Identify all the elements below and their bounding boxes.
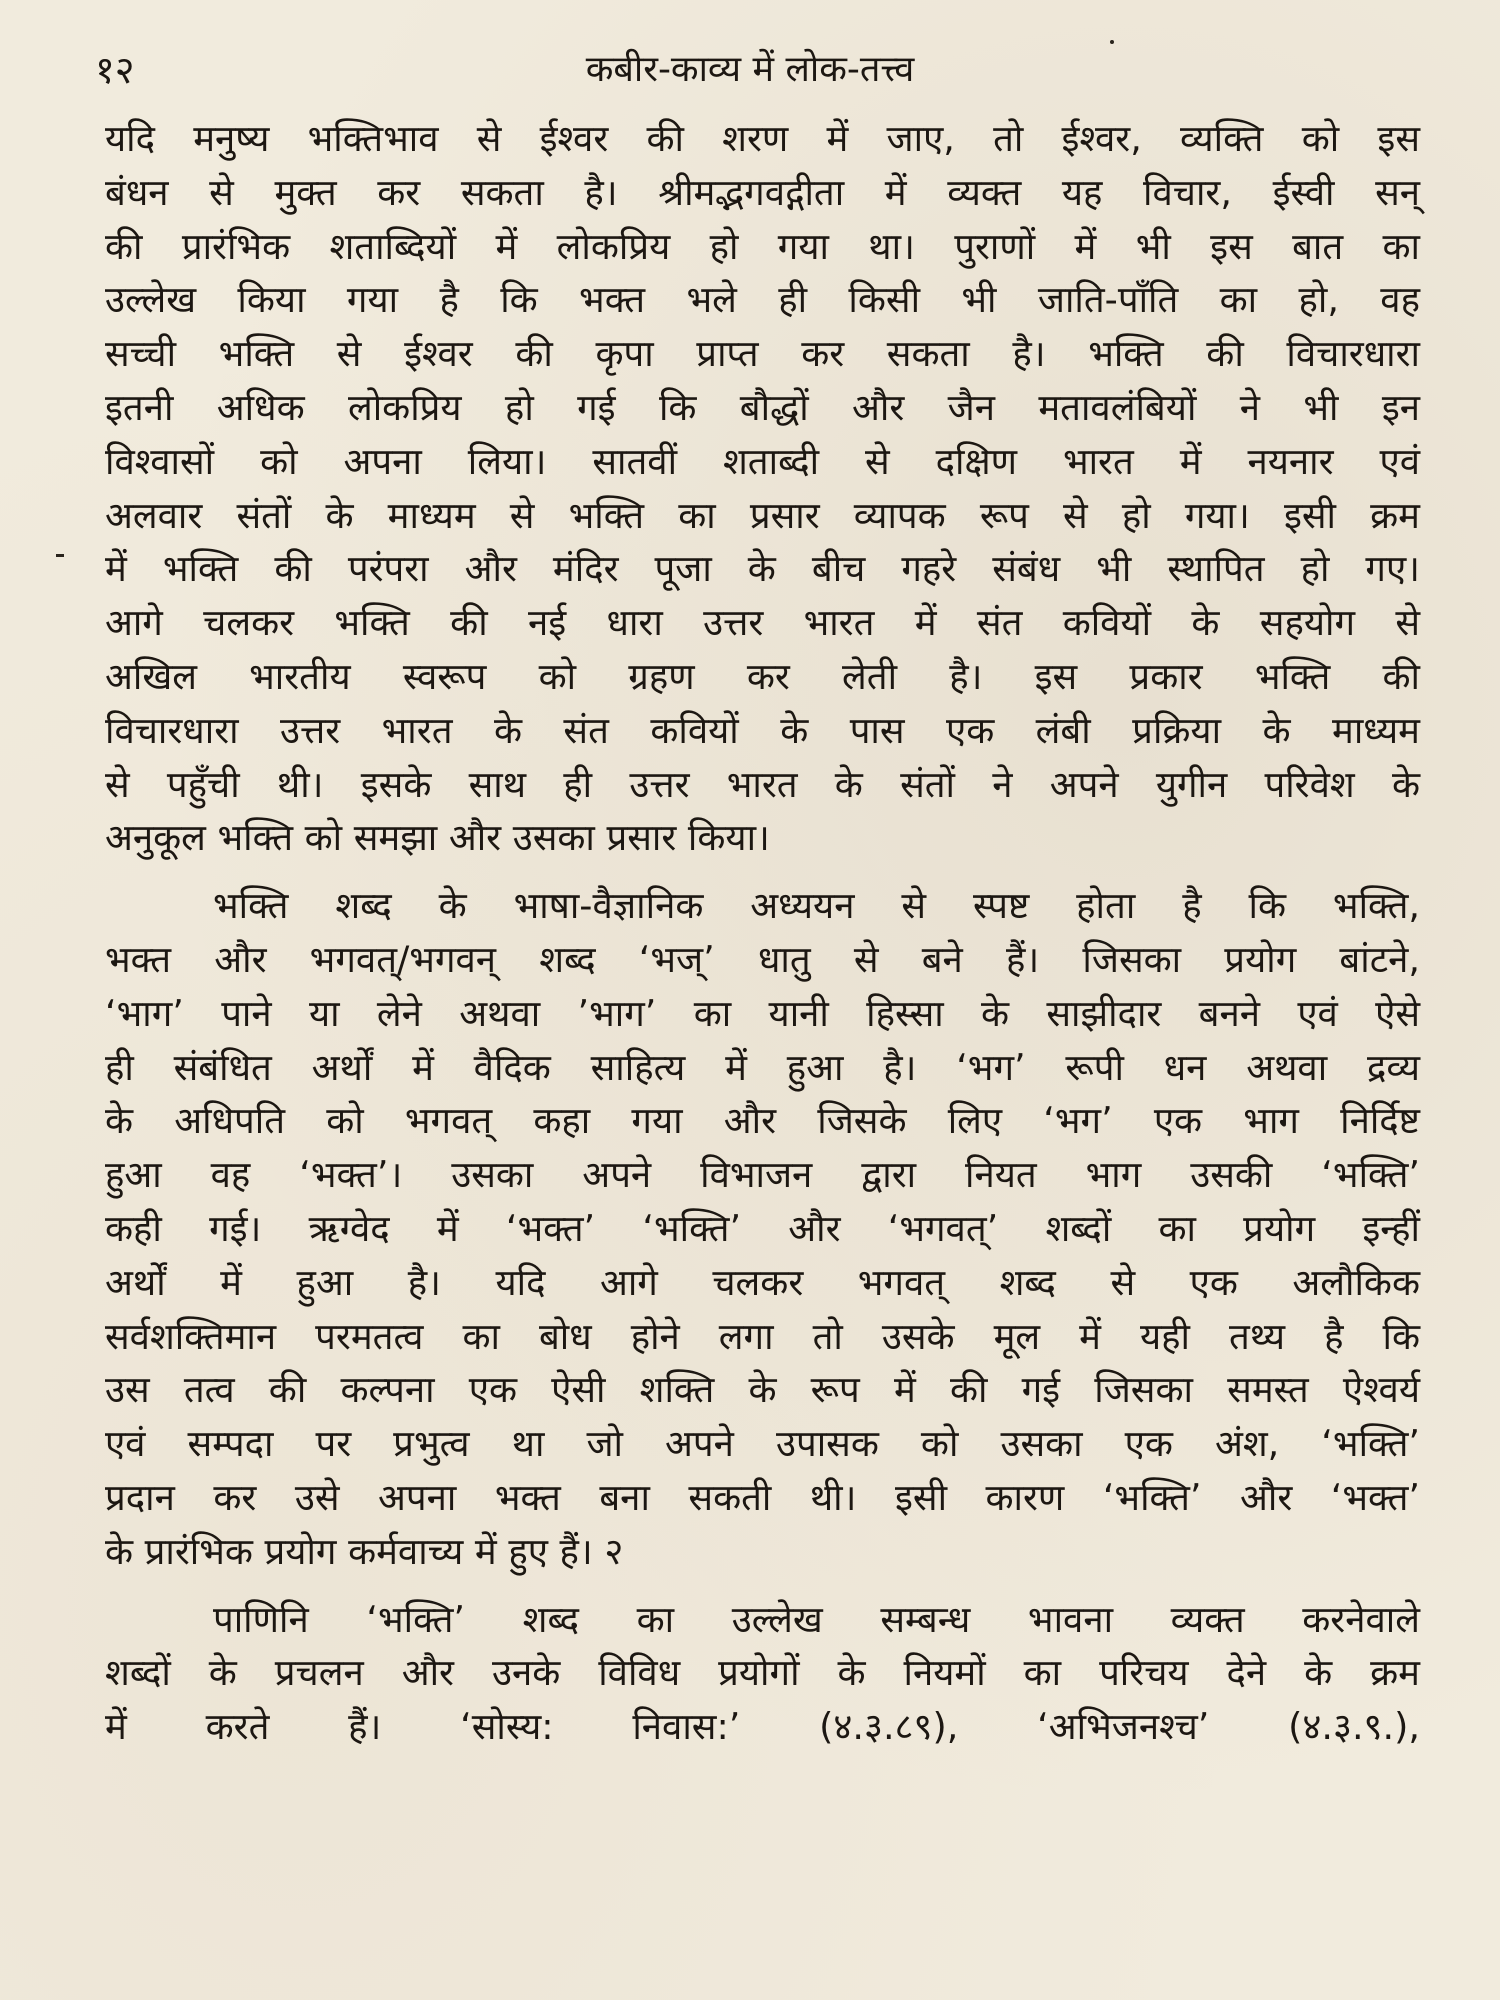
text-line: के अधिपति को भगवत् कहा गया और जिसके लिए ‘भग’ एक भाग निर्दिष्ट <box>105 1099 1420 1143</box>
text-line: अनुकूल भक्ति को समझा और उसका प्रसार किया। <box>105 816 770 860</box>
text-line: के प्रारंभिक प्रयोग कर्मवाच्य में हुए हैं। २ <box>105 1529 624 1573</box>
text-line: की प्रारंभिक शताब्दियों में लोकप्रिय हो गया था। पुराणों में भी इस बात का <box>105 224 1420 268</box>
text-line: आगे चलकर भक्ति की नई धारा उत्तर भारत में संत कवियों के सहयोग से <box>105 601 1420 645</box>
text-line: अखिल भारतीय स्वरूप को ग्रहण कर लेती है। इस प्रकार भक्ति की <box>105 654 1420 698</box>
paragraph-2 <box>105 879 1420 1578</box>
text-line: से पहुँची थी। इसके साथ ही उत्तर भारत के संतों ने अपने युगीन परिवेश के <box>105 762 1420 806</box>
paragraph-3 <box>105 1593 1420 1754</box>
text-line: उस तत्व की कल्पना एक ऐसी शक्ति के रूप में की गई जिसका समस्त ऐश्वर्य <box>105 1368 1420 1412</box>
text-line: सर्वशक्तिमान परमतत्व का बोध होने लगा तो उसके मूल में यही तथ्य है कि <box>105 1314 1420 1358</box>
text-line: इतनी अधिक लोकप्रिय हो गई कि बौद्धों और जैन मतावलंबियों ने भी इन <box>105 385 1420 429</box>
running-title: कबीर-काव्य में लोक-तत्त्व <box>585 49 915 90</box>
body-text <box>105 112 1420 1754</box>
text-line: अर्थों में हुआ है। यदि आगे चलकर भगवत् शब्द से एक अलौकिक <box>105 1260 1420 1304</box>
text-line: भक्त और भगवत्/भगवन् शब्द ‘भज्’ धातु से बने हैं। जिसका प्रयोग बांटने, <box>105 937 1420 981</box>
text-line: उल्लेख किया गया है कि भक्त भले ही किसी भी जाति-पाँति का हो, वह <box>105 278 1420 322</box>
text-line: भक्ति शब्द के भाषा-वैज्ञानिक अध्ययन से स्पष्ट होता है कि भक्ति, <box>213 884 1420 928</box>
text-line: विचारधारा उत्तर भारत के संत कवियों के पास एक लंबी प्रक्रिया के माध्यम <box>105 708 1420 752</box>
text-line: कही गई। ऋग्वेद में ‘भक्त’ ‘भक्ति’ और ‘भगवत्’ शब्दों का प्रयोग इन्हीं <box>105 1206 1420 1250</box>
page-header <box>95 40 1405 100</box>
text-line: बंधन से मुक्त कर सकता है। श्रीमद्भगवद्गीता में व्यक्त यह विचार, ईस्वी सन् <box>105 170 1420 214</box>
text-line: अलवार संतों के माध्यम से भक्ति का प्रसार व्यापक रूप से हो गया। इसी क्रम <box>105 493 1420 537</box>
text-line: ‘भाग’ पाने या लेने अथवा ’भाग’ का यानी हिस्सा के साझीदार बनने एवं ऐसे <box>105 991 1420 1035</box>
margin-mark <box>56 554 64 557</box>
text-line: में भक्ति की परंपरा और मंदिर पूजा के बीच गहरे संबंध भी स्थापित हो गए। <box>105 547 1420 591</box>
text-line: हुआ वह ‘भक्त’। उसका अपने विभाजन द्वारा नियत भाग उसकी ‘भक्ति’ <box>105 1153 1420 1197</box>
text-line: एवं सम्पदा पर प्रभुत्व था जो अपने उपासक को उसका एक अंश, ‘भक्ति’ <box>105 1422 1420 1466</box>
text-line: प्रदान कर उसे अपना भक्त बना सकती थी। इसी कारण ‘भक्ति’ और ‘भक्त’ <box>105 1475 1420 1519</box>
text-line: में करते हैं। ‘सोस्य: निवास:’ (४.३.८९), ‘अभिजनश्च’ (४.३.९.), <box>105 1705 1420 1749</box>
text-line: पाणिनि ‘भक्ति’ शब्द का उल्लेख सम्बन्ध भावना व्यक्त करनेवाले <box>213 1597 1420 1641</box>
text-line: विश्वासों को अपना लिया। सातवीं शताब्दी से दक्षिण भारत में नयनार एवं <box>105 439 1420 483</box>
text-line: यदि मनुष्य भक्तिभाव से ईश्वर की शरण में जाए, तो ईश्वर, व्यक्ति को इस <box>105 117 1420 160</box>
page-number: १२ <box>95 48 135 92</box>
text-line: शब्दों के प्रचलन और उनके विविध प्रयोगों के नियमों का परिचय देने के क्रम <box>105 1651 1420 1695</box>
text-line: ही संबंधित अर्थों में वैदिक साहित्य में हुआ है। ‘भग’ रूपी धन अथवा द्रव्य <box>105 1045 1420 1089</box>
paragraph-1 <box>105 112 1420 865</box>
text-line: सच्ची भक्ति से ईश्वर की कृपा प्राप्त कर सकता है। भक्ति की विचारधारा <box>105 332 1420 376</box>
